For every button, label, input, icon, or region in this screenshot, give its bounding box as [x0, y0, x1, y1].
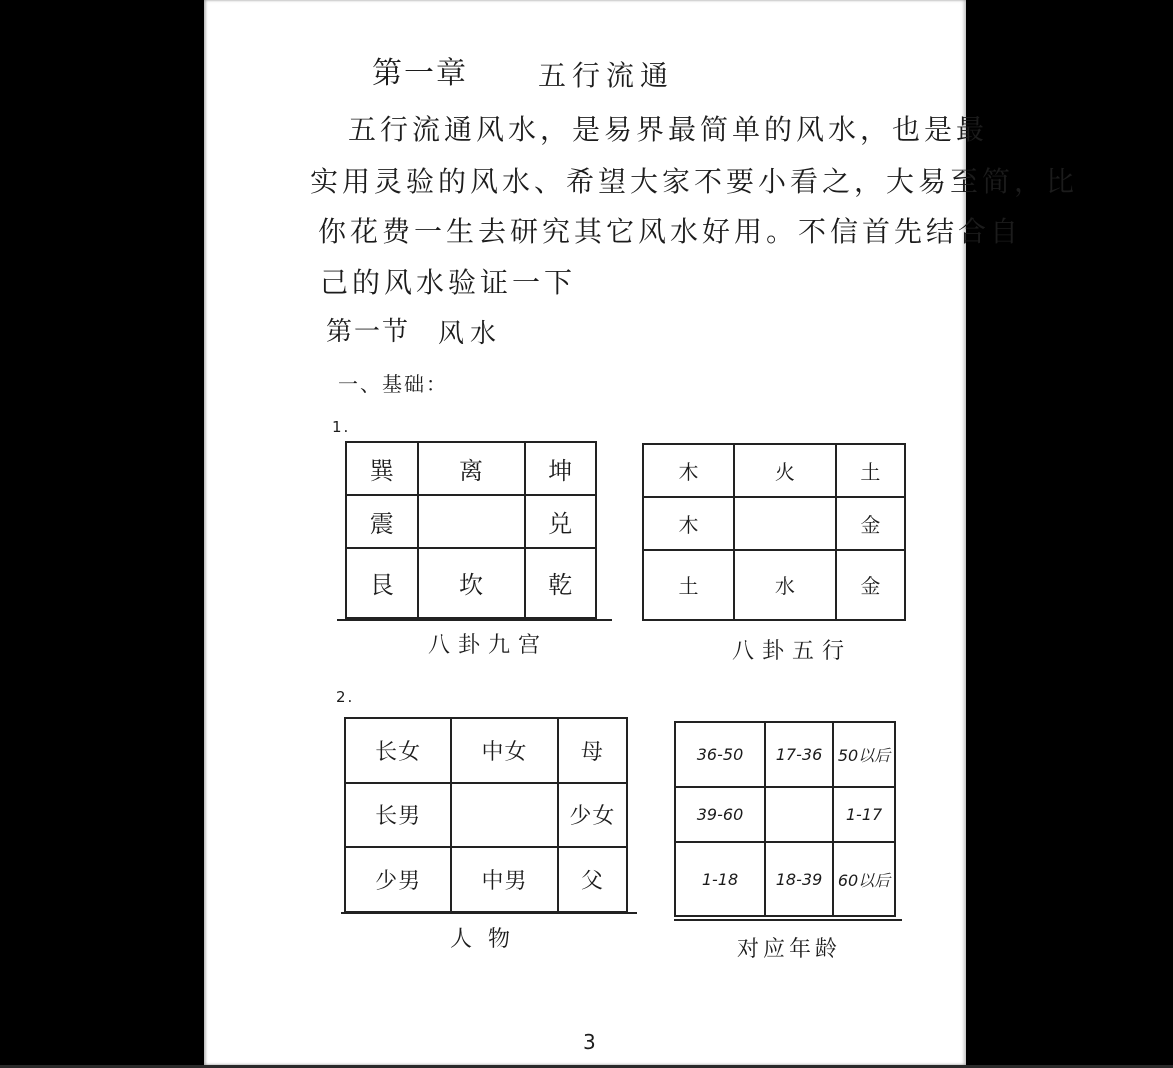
grid-cell: 中女	[451, 718, 557, 783]
grid-cell: 艮	[346, 548, 418, 618]
bagua-nine-palaces-grid	[345, 441, 597, 619]
grid-cell: 18-39	[765, 842, 833, 916]
grid-cell: 少女	[558, 783, 627, 848]
grid-cell: 火	[734, 444, 836, 497]
grid-cell: 坤	[525, 442, 597, 495]
grid-underline	[674, 919, 902, 921]
grid-underline	[337, 619, 612, 621]
grid-cell	[418, 495, 525, 548]
paragraph-line-1: 五行流通风水，是易界最简单的风水，也是最	[348, 113, 989, 146]
grid-cell: 39-60	[675, 787, 765, 842]
chapter-number: 第一章	[372, 56, 468, 91]
grid-cell: 木	[643, 497, 734, 550]
grid-cell: 50以后	[833, 722, 895, 787]
grid-cell: 离	[418, 442, 525, 495]
subsection-heading: 一、基础：	[338, 372, 448, 396]
grid-cell: 巽	[346, 442, 418, 495]
grid-cell: 金	[836, 550, 905, 620]
grid-cell: 父	[558, 847, 627, 912]
grid-cell: 长男	[345, 783, 451, 848]
grid-cell: 木	[643, 444, 734, 497]
grid-cell: 水	[734, 550, 836, 620]
grid-cell: 乾	[525, 548, 597, 618]
grid-cell	[451, 783, 557, 848]
page-number: 3	[583, 1030, 596, 1054]
grid-cell: 土	[643, 550, 734, 620]
corresponding-age-grid	[674, 721, 896, 917]
bagua-five-elements-grid	[642, 443, 906, 621]
grid-cell: 长女	[345, 718, 451, 783]
document-page	[204, 0, 1079, 1065]
grid-cell: 少男	[345, 847, 451, 912]
grid-caption-corresponding-age: 对应年龄	[737, 937, 842, 962]
grid-cell: 金	[836, 497, 905, 550]
section-number: 第一节	[326, 317, 411, 347]
grid-cell	[734, 497, 836, 550]
family-members-grid	[344, 717, 628, 913]
grid-cell: 兑	[525, 495, 597, 548]
grid-cell: 母	[558, 718, 627, 783]
grid-cell: 中男	[451, 847, 557, 912]
paragraph-line-3: 你花费一生去研究其它风水好用。不信首先结合自	[318, 215, 1023, 248]
grid-caption-bagua-nine-palaces: 八卦九宫	[428, 633, 549, 658]
grid-cell	[765, 787, 833, 842]
section-title: 风水	[438, 319, 503, 349]
paragraph-line-2: 实用灵验的风水、希望大家不要小看之，大易至简，比	[310, 165, 1079, 198]
item-number-2: 2.	[336, 688, 355, 706]
grid-cell: 坎	[418, 548, 525, 618]
grid-cell: 17-36	[765, 722, 833, 787]
item-number-1: 1.	[332, 418, 351, 436]
grid-cell: 1-18	[675, 842, 765, 916]
grid-cell: 震	[346, 495, 418, 548]
paragraph-line-4: 己的风水验证一下	[320, 266, 577, 299]
grid-caption-family-members: 人物	[450, 927, 527, 952]
grid-cell: 36-50	[675, 722, 765, 787]
grid-cell: 60以后	[833, 842, 895, 916]
grid-underline	[341, 912, 637, 914]
grid-cell: 1-17	[833, 787, 895, 842]
grid-caption-bagua-five-elements: 八卦五行	[732, 639, 853, 664]
chapter-title: 五行流通	[538, 59, 675, 92]
grid-cell: 土	[836, 444, 905, 497]
